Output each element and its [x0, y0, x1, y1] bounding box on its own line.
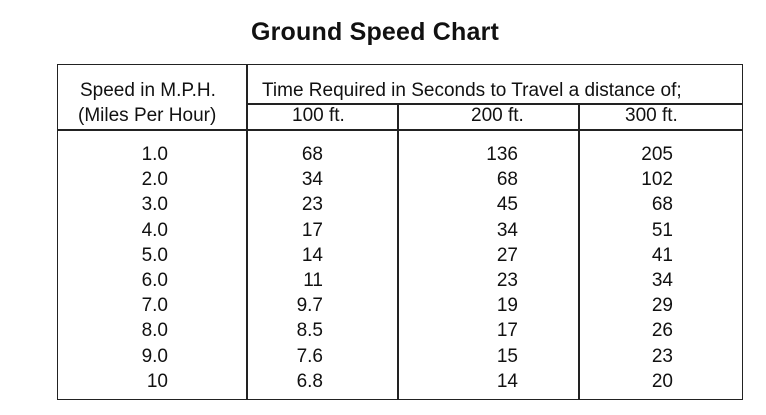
speed-cell: 7.0 [141, 295, 168, 317]
time-200ft-cell: 23 [496, 270, 518, 291]
time-200ft-cell: 15 [496, 345, 518, 367]
time-100ft-cell: 11 [303, 270, 323, 291]
page-title: Ground Speed Chart [250, 18, 500, 46]
time-200ft-cell: 17 [496, 320, 518, 342]
time-300ft-cell: 26 [651, 320, 673, 342]
time-200ft-cell: 19 [496, 295, 518, 317]
header-bottom-rule [57, 129, 743, 131]
time-300ft-cell: 20 [651, 370, 673, 392]
speed-cell: 3.0 [141, 194, 168, 216]
time-300ft-cell: 23 [651, 345, 673, 367]
time-200ft-cell: 45 [496, 194, 518, 216]
time-100ft-cell: 17 [301, 219, 323, 241]
time-300ft-cell: 34 [651, 270, 673, 291]
time-header: Time Required in Seconds to Travel a distance of; [262, 80, 682, 101]
time-100ft-cell: 34 [301, 169, 323, 191]
column-header-200ft: 200 ft. [471, 105, 524, 126]
time-100ft-cell: 7.6 [296, 345, 323, 367]
time-300ft-cell: 41 [651, 244, 673, 266]
time-200ft-cell: 68 [496, 169, 518, 191]
time-100ft-cell: 68 [301, 144, 323, 165]
speed-cell: 6.0 [141, 270, 168, 291]
time-300ft-cell: 29 [651, 295, 673, 317]
speed-header-line1: Speed in M.P.H. [80, 80, 216, 101]
time-100ft-cell: 23 [301, 194, 323, 216]
speed-cell: 10 [146, 370, 168, 392]
time-300ft-cell: 51 [651, 219, 673, 241]
time-200ft-cell: 14 [496, 370, 518, 392]
speed-cell: 4.0 [141, 219, 168, 241]
time-100ft-cell: 6.8 [296, 370, 323, 392]
speed-cell: 9.0 [141, 345, 168, 367]
speed-cell: 2.0 [141, 169, 168, 191]
column-header-100ft: 100 ft. [292, 105, 345, 126]
column-header-300ft: 300 ft. [625, 105, 678, 126]
time-300ft-cell: 68 [651, 194, 673, 216]
speed-cell: 5.0 [141, 244, 168, 266]
time-300ft-cell: 205 [641, 144, 673, 165]
speed-cell: 8.0 [141, 320, 168, 342]
time-100ft-cell: 14 [301, 244, 323, 266]
time-100ft-cell: 8.5 [296, 320, 323, 342]
time-300ft-cell: 102 [641, 169, 673, 191]
time-200ft-cell: 27 [496, 244, 518, 266]
column-divider-100 [397, 104, 399, 400]
column-divider-speed [246, 64, 248, 400]
column-divider-200 [578, 104, 580, 400]
time-200ft-cell: 34 [496, 219, 518, 241]
speed-cell: 1.0 [141, 144, 168, 165]
time-100ft-cell: 9.7 [296, 295, 323, 317]
time-200ft-cell: 136 [486, 144, 518, 165]
speed-header-line2: (Miles Per Hour) [78, 105, 217, 126]
